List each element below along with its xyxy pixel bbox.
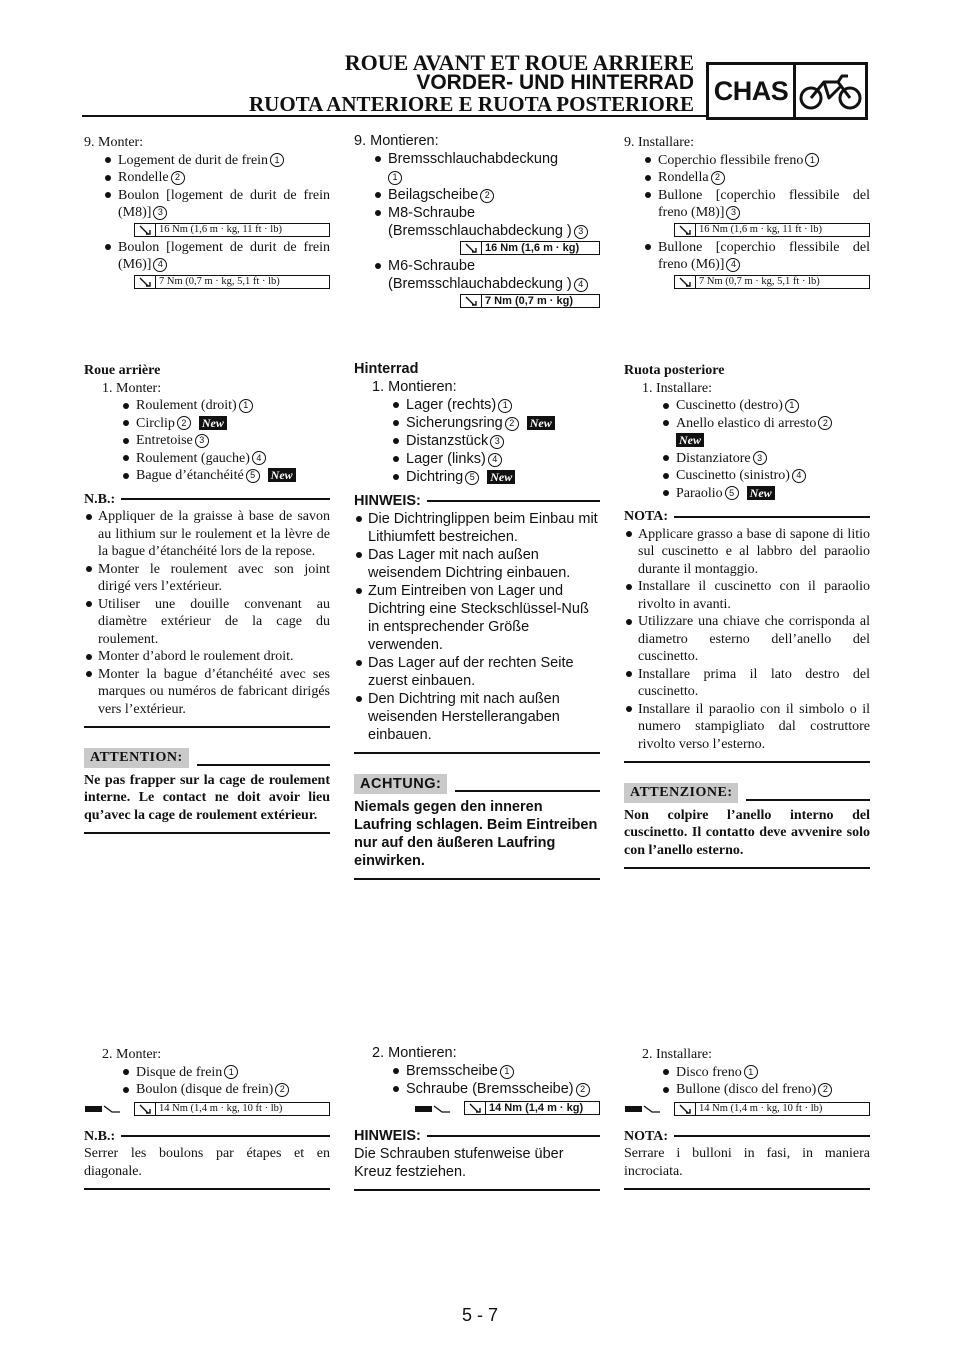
callout-number: 2 bbox=[576, 1083, 590, 1097]
step-label: 9. Montieren: bbox=[354, 133, 439, 149]
header-title-de: VORDER- UND HINTERRAD bbox=[416, 71, 694, 94]
callout-number: 2 bbox=[275, 1083, 289, 1097]
step2-fr bbox=[84, 1046, 330, 1190]
item-text: Anello elastico di arresto bbox=[676, 415, 817, 431]
note-item: Monter d’abord le roulement droit. bbox=[84, 648, 330, 666]
header-rule bbox=[82, 115, 706, 117]
step2-it bbox=[624, 1046, 870, 1190]
note-header bbox=[624, 508, 870, 526]
note-item: Das Lager auf der rechten Seite zuerst einbauen. bbox=[354, 654, 600, 690]
callout-number: 1 bbox=[785, 399, 799, 413]
note-text: Serrare i bulloni in fasi, in maniera incrociata. bbox=[624, 1146, 870, 1179]
callout-number: 1 bbox=[239, 399, 253, 413]
item-text: Sicherungsring bbox=[406, 415, 503, 431]
caution-text: Ne pas frapper sur la cage de roulement interne. Le contact ne doit avoir lieu qu’avec la cage de roulement extérieur. bbox=[84, 772, 330, 823]
new-part-badge: New bbox=[487, 470, 515, 484]
new-part-badge: New bbox=[268, 468, 296, 482]
item-text: Roulement (gauche) bbox=[136, 450, 250, 466]
callout-number: 4 bbox=[488, 453, 502, 467]
torque-value: 16 Nm (1,6 m · kg) bbox=[485, 242, 580, 254]
note-label: HINWEIS: bbox=[354, 493, 421, 509]
step-label: 1. Montieren: bbox=[372, 379, 457, 395]
page-number: 5 - 7 bbox=[461, 1305, 499, 1325]
section-code: CHAS bbox=[709, 65, 796, 117]
item-text: Disque de frein bbox=[136, 1064, 223, 1080]
caution-text: Non colpire l’anello interno del cuscinetto. Il contatto deve avvenire solo con l’anello esterno. bbox=[624, 807, 870, 858]
section-badge bbox=[706, 62, 868, 120]
callout-number: 4 bbox=[574, 278, 588, 292]
item-text: Disco freno bbox=[676, 1064, 742, 1080]
torque-row bbox=[624, 1101, 870, 1118]
wrench-icon bbox=[135, 276, 156, 288]
callout-number: 2 bbox=[480, 189, 494, 203]
torque-value: 16 Nm (1,6 m · kg, 11 ft · lb) bbox=[159, 223, 282, 235]
item-text: Bremsschlauchabdeckung bbox=[388, 151, 559, 167]
item-text: Bullone [coperchio flessibile del freno (M6)] bbox=[658, 239, 870, 272]
caution-text: Niemals gegen den inneren Laufring schlagen. Beim Eintreiben nur auf den äußeren Laufring einwirken. bbox=[354, 799, 598, 869]
item-text: Paraolio bbox=[676, 485, 723, 501]
callout-number: 3 bbox=[153, 206, 167, 220]
note-item: Installare prima il lato destro del cuscinetto. bbox=[624, 666, 870, 701]
step-label: 2. Montieren: bbox=[372, 1045, 457, 1061]
item-text: Beilagscheibe bbox=[388, 187, 479, 203]
callout-number: 3 bbox=[195, 434, 209, 448]
callout-number: 1 bbox=[805, 153, 819, 167]
note-end-rule bbox=[84, 726, 330, 728]
callout-number: 5 bbox=[725, 486, 739, 500]
wrench-icon bbox=[675, 1103, 696, 1115]
section-title: Ruota posteriore bbox=[624, 363, 725, 378]
note-item: Installare il paraolio con il simbolo o il numero stampigliato dal costruttore rivolto verso l’esterno. bbox=[624, 701, 870, 754]
item-text: Bullone [coperchio flessibile del freno (M8)] bbox=[658, 187, 870, 220]
item-text: Rondella bbox=[658, 170, 709, 185]
note-item: Den Dichtring mit nach außen weisenden Herstellerangaben einbauen. bbox=[354, 690, 600, 744]
torque-value: 7 Nm (0,7 m · kg, 5,1 ft · lb) bbox=[159, 275, 280, 287]
note-item: Utilizzare una chiave che corrisponda al diametro esterno dell’anello del cuscinetto. bbox=[624, 613, 870, 666]
item-text: Roulement (droit) bbox=[136, 398, 237, 413]
wrench-icon bbox=[461, 242, 482, 254]
torque-value: 14 Nm (1,4 m · kg) bbox=[489, 1102, 584, 1114]
torque-row bbox=[84, 1101, 330, 1118]
torque-spec bbox=[134, 223, 330, 237]
new-part-badge: New bbox=[747, 486, 775, 500]
callout-number: 2 bbox=[171, 171, 185, 185]
note-end-rule bbox=[624, 1188, 870, 1190]
callout-number: 2 bbox=[711, 171, 725, 185]
step9-de bbox=[354, 132, 600, 310]
item-text: Lager (rechts) bbox=[406, 397, 497, 413]
callout-number: 3 bbox=[490, 435, 504, 449]
wrench-icon bbox=[675, 276, 696, 288]
note-end-rule bbox=[84, 1188, 330, 1190]
section-title: Roue arrière bbox=[84, 363, 161, 378]
torque-value: 7 Nm (0,7 m · kg) bbox=[485, 295, 574, 307]
note-item: Die Dichtringlippen beim Einbau mit Lithiumfett bestreichen. bbox=[354, 510, 600, 546]
item-text: Logement de durit de frein bbox=[118, 152, 269, 168]
step2-de bbox=[354, 1044, 600, 1191]
torque-value: 14 Nm (1,4 m · kg, 10 ft · lb) bbox=[159, 1102, 283, 1114]
note-header bbox=[354, 492, 600, 510]
note-item: Monter la bague d’étanchéité avec ses marques ou numéros de fabricant dirigés vers l’extérieur. bbox=[84, 666, 330, 719]
torque-spec bbox=[460, 294, 600, 308]
item-text: Distanzstück bbox=[406, 433, 489, 449]
caution-label: ACHTUNG: bbox=[354, 774, 447, 794]
note-label: N.B.: bbox=[84, 1128, 116, 1144]
motorcycle-icon bbox=[796, 65, 865, 117]
step-label: 2. Monter: bbox=[102, 1047, 162, 1062]
item-text: Cuscinetto (destro) bbox=[676, 398, 783, 413]
callout-number: 1 bbox=[270, 153, 284, 167]
caution-header bbox=[354, 774, 600, 794]
caution-header bbox=[624, 783, 870, 803]
note-item: Das Lager mit nach außen weisendem Dichtring einbauen. bbox=[354, 546, 600, 582]
callout-number: 1 bbox=[388, 171, 402, 185]
torque-value: 16 Nm (1,6 m · kg, 11 ft · lb) bbox=[699, 223, 822, 235]
callout-number: 4 bbox=[153, 258, 167, 272]
caution-label: ATTENTION: bbox=[84, 748, 189, 768]
callout-number: 3 bbox=[753, 451, 767, 465]
new-part-badge: New bbox=[527, 416, 555, 430]
tightening-sequence-icon bbox=[414, 1102, 458, 1116]
item-text: Dichtring bbox=[406, 469, 464, 485]
torque-row bbox=[414, 1100, 600, 1117]
note-header bbox=[84, 491, 330, 509]
torque-spec bbox=[460, 241, 600, 255]
torque-spec bbox=[674, 223, 870, 237]
torque-value: 7 Nm (0,7 m · kg, 5,1 ft · lb) bbox=[699, 275, 820, 287]
item-text: Schraube (Bremsscheibe) bbox=[406, 1081, 574, 1097]
callout-number: 1 bbox=[744, 1065, 758, 1079]
wrench-icon bbox=[675, 224, 696, 236]
torque-value: 14 Nm (1,4 m · kg, 10 ft · lb) bbox=[699, 1102, 823, 1114]
note-text: Die Schrauben stufenweise über Kreuz festziehen. bbox=[354, 1146, 564, 1180]
wrench-icon bbox=[135, 1103, 156, 1115]
item-text: Circlip bbox=[136, 415, 175, 431]
caution-header bbox=[84, 748, 330, 768]
item-text: Lager (links) bbox=[406, 451, 486, 467]
note-header bbox=[354, 1127, 600, 1145]
new-part-badge: New bbox=[676, 433, 704, 447]
note-label: N.B.: bbox=[84, 491, 116, 507]
step-label: 9. Installare: bbox=[624, 135, 694, 150]
torque-spec bbox=[674, 1102, 870, 1116]
note-item: Installare il cuscinetto con il paraolio rivolto in avanti. bbox=[624, 578, 870, 613]
torque-spec bbox=[134, 1102, 330, 1116]
item-text: Bremsscheibe bbox=[406, 1063, 498, 1079]
step9-it bbox=[624, 134, 870, 291]
step-label: 1. Monter: bbox=[102, 380, 162, 396]
caution-end-rule bbox=[84, 832, 330, 834]
item-text: Boulon (disque de frein) bbox=[136, 1082, 274, 1097]
wrench-icon bbox=[135, 224, 156, 236]
item-text: Cuscinetto (sinistro) bbox=[676, 468, 790, 483]
tightening-sequence-icon bbox=[84, 1102, 128, 1116]
note-end-rule bbox=[354, 752, 600, 754]
note-end-rule bbox=[624, 761, 870, 763]
callout-number: 4 bbox=[252, 451, 266, 465]
note-label: NOTA: bbox=[624, 1128, 669, 1144]
item-text: Distanziatore bbox=[676, 450, 751, 466]
caution-end-rule bbox=[624, 867, 870, 869]
note-item: Zum Eintreiben von Lager und Dichtring eine Steckschlüssel-Nuß in entsprechender Größe verwenden. bbox=[354, 582, 600, 654]
callout-number: 2 bbox=[818, 416, 832, 430]
callout-number: 4 bbox=[792, 469, 806, 483]
item-text: M8-Schraube (Bremsschlauchabdeckung ) bbox=[388, 205, 572, 239]
step-label: 2. Installare: bbox=[642, 1047, 712, 1062]
header-title-it: RUOTA ANTERIORE E RUOTA POSTERIORE bbox=[249, 92, 694, 116]
callout-number: 5 bbox=[465, 471, 479, 485]
torque-spec bbox=[134, 275, 330, 289]
note-end-rule bbox=[354, 1189, 600, 1191]
step9-fr bbox=[84, 134, 330, 291]
callout-number: 4 bbox=[726, 258, 740, 272]
item-text: Bullone (disco del freno) bbox=[676, 1082, 817, 1097]
tightening-sequence-icon bbox=[624, 1102, 668, 1116]
item-text: M6-Schraube (Bremsschlauchabdeckung ) bbox=[388, 258, 572, 292]
new-part-badge: New bbox=[199, 416, 227, 430]
note-text: Serrer les boulons par étapes et en diagonale. bbox=[84, 1146, 330, 1179]
note-label: HINWEIS: bbox=[354, 1128, 421, 1144]
step-label: 1. Installare: bbox=[642, 380, 712, 396]
callout-number: 1 bbox=[500, 1065, 514, 1079]
callout-number: 2 bbox=[818, 1083, 832, 1097]
item-text: Bague d’étanchéité bbox=[136, 468, 244, 483]
callout-number: 5 bbox=[246, 469, 260, 483]
note-header bbox=[84, 1128, 330, 1146]
item-text: Boulon [logement de durit de frein (M8)] bbox=[118, 187, 330, 220]
callout-number: 3 bbox=[726, 206, 740, 220]
step-label: 9. Monter: bbox=[84, 135, 144, 150]
note-item: Monter le roulement avec son joint dirigé vers l’extérieur. bbox=[84, 561, 330, 596]
torque-spec bbox=[674, 275, 870, 289]
wrench-icon bbox=[465, 1102, 486, 1114]
section-title: Hinterrad bbox=[354, 361, 419, 377]
note-item: Applicare grasso a base di sapone di litio sul cuscinetto e al labbro del paraolio durante il montaggio. bbox=[624, 526, 870, 579]
header-title-fr: ROUE AVANT ET ROUE ARRIERE bbox=[344, 50, 694, 75]
callout-number: 1 bbox=[224, 1065, 238, 1079]
rear-wheel-it bbox=[624, 362, 870, 869]
note-header bbox=[624, 1128, 870, 1146]
note-label: NOTA: bbox=[624, 509, 669, 524]
item-text: Coperchio flessibile freno bbox=[658, 152, 804, 168]
item-text: Rondelle bbox=[118, 170, 169, 185]
item-text: Entretoise bbox=[136, 433, 193, 448]
note-item: Utiliser une douille convenant au diamètre extérieur de la cage du roulement. bbox=[84, 596, 330, 649]
torque-spec bbox=[464, 1101, 600, 1115]
caution-end-rule bbox=[354, 878, 600, 880]
item-text: Boulon [logement de durit de frein (M6)] bbox=[118, 239, 330, 272]
callout-number: 2 bbox=[177, 416, 191, 430]
note-item: Appliquer de la graisse à base de savon au lithium sur le roulement et la lèvre de la bague d’étanchéité lors de la repose. bbox=[84, 508, 330, 561]
callout-number: 2 bbox=[505, 417, 519, 431]
wrench-icon bbox=[461, 295, 482, 307]
callout-number: 1 bbox=[498, 399, 512, 413]
rear-wheel-fr bbox=[84, 362, 330, 834]
caution-label: ATTENZIONE: bbox=[624, 783, 738, 803]
rear-wheel-de bbox=[354, 360, 600, 880]
callout-number: 3 bbox=[574, 225, 588, 239]
